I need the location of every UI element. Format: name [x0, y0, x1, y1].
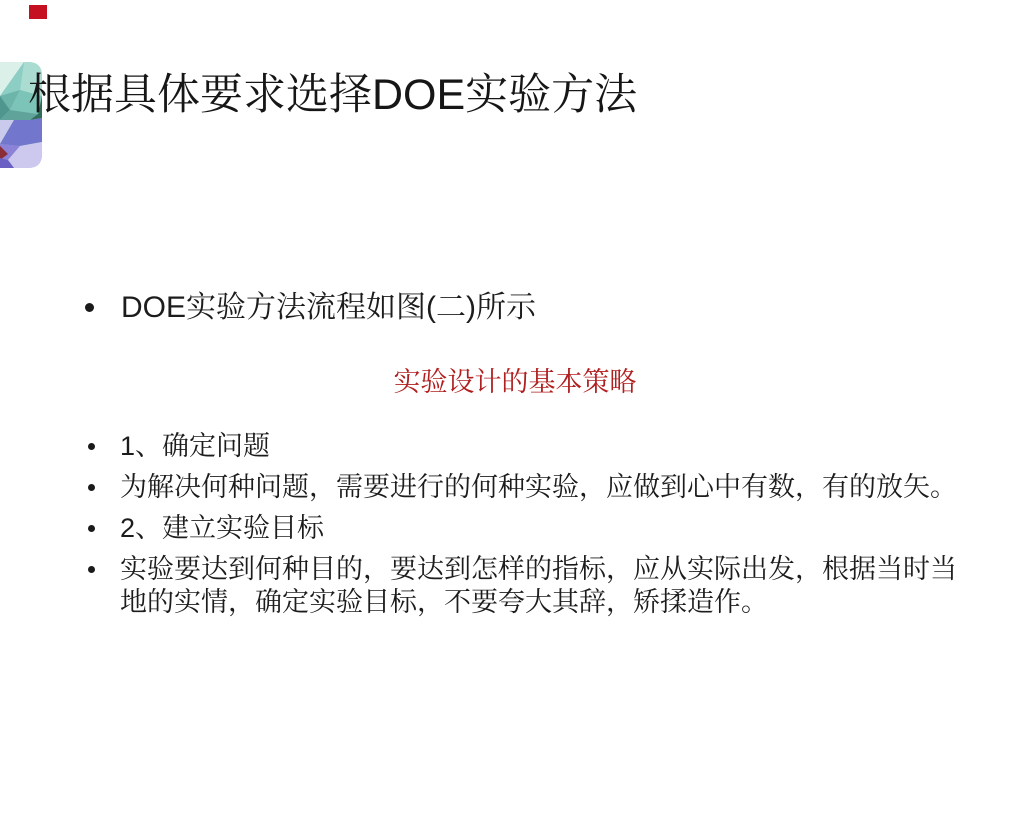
list-item-text: 1、确定问题	[120, 431, 271, 461]
bullet-list	[88, 430, 968, 627]
list-item	[88, 553, 968, 619]
intro-bullet-text: DOE实验方法流程如图(二)所示	[121, 291, 536, 324]
list-item-text: 为解决何种问题，需要进行的何种实验，应做到心中有数，有的放矢。	[120, 472, 957, 502]
list-item-text: 2、建立实验目标	[120, 513, 325, 543]
bullet-dot-icon	[88, 443, 95, 450]
bullet-dot-icon	[85, 303, 94, 312]
list-item	[88, 430, 968, 463]
list-item-text: 实验要达到何种目的，要达到怎样的指标，应从实际出发，根据当时当地的实情，确定实验目标，不要夸大其辞，矫揉造作。	[120, 554, 957, 617]
slide-title: 根据具体要求选择DOE实验方法	[28, 71, 638, 119]
red-marker	[29, 5, 47, 19]
list-item	[88, 471, 968, 504]
section-heading: 实验设计的基本策略	[393, 367, 637, 397]
bullet-dot-icon	[88, 566, 95, 573]
bullet-dot-icon	[88, 525, 95, 532]
bullet-dot-icon	[88, 484, 95, 491]
list-item	[88, 512, 968, 545]
intro-bullet-row	[85, 290, 965, 326]
